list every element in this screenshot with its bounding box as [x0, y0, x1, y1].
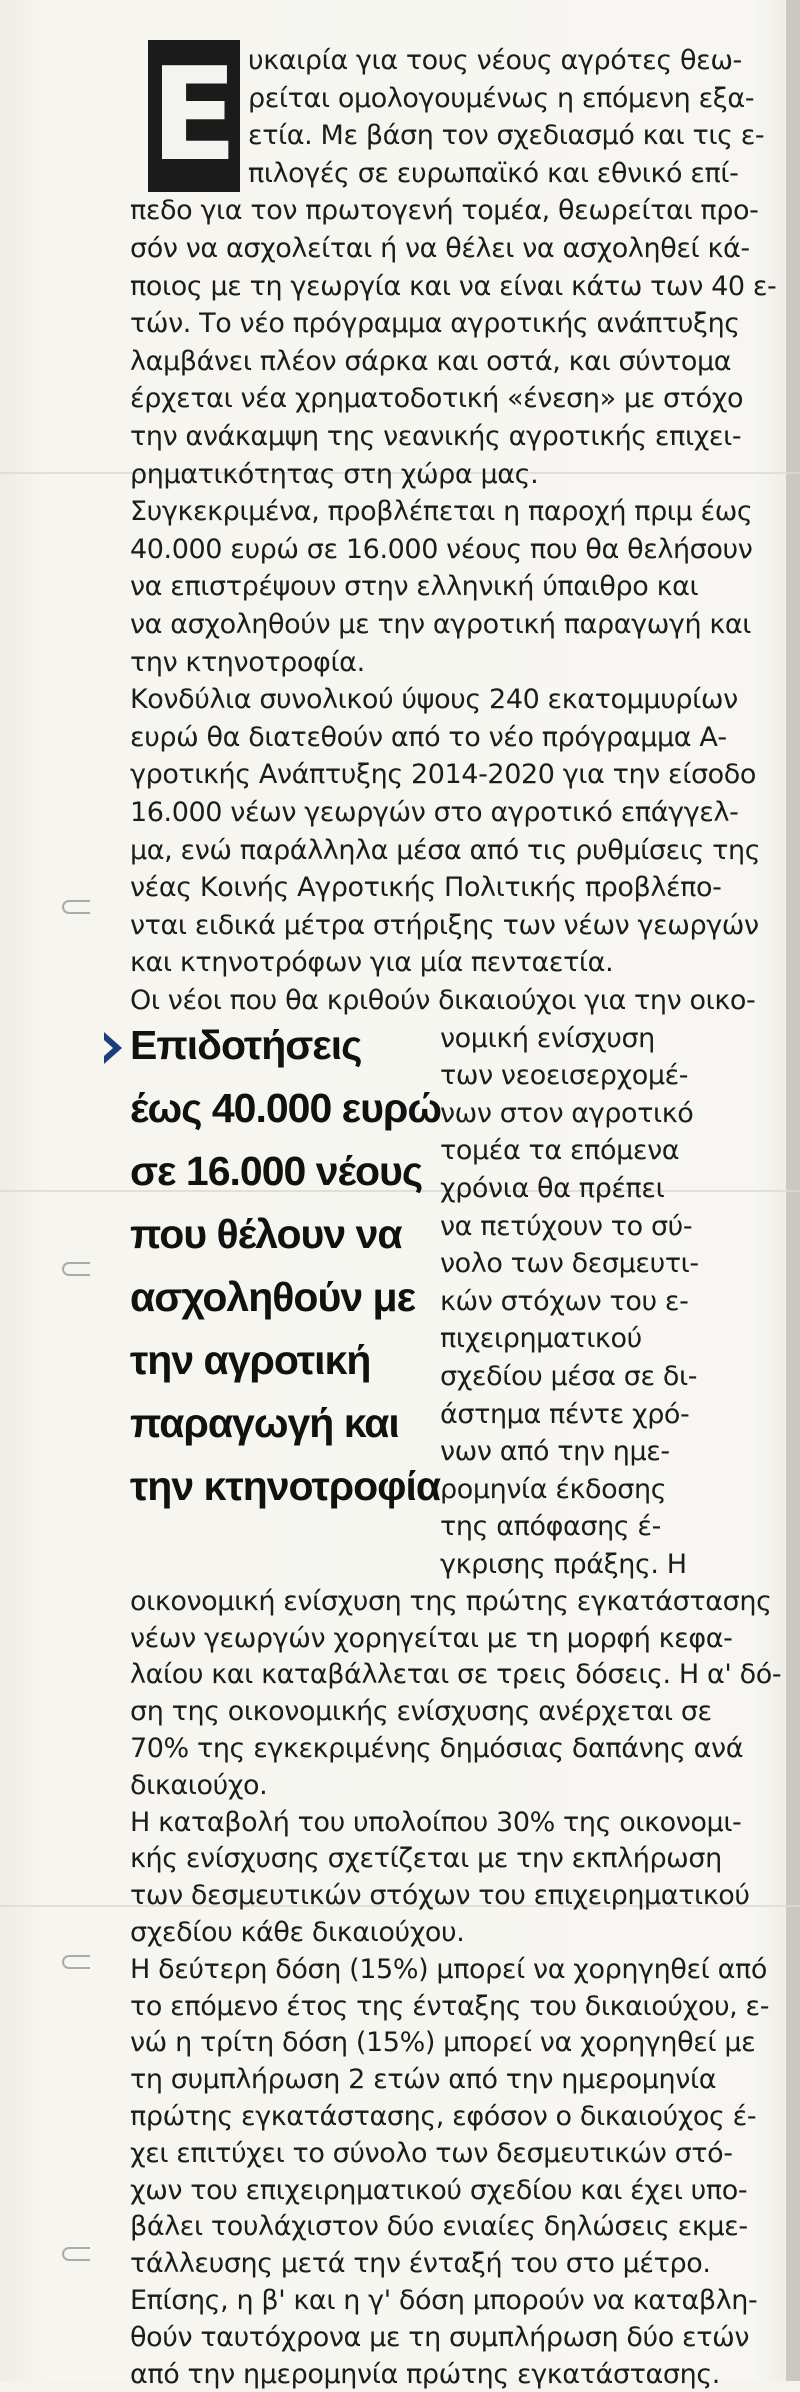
article-line: 40.000 ευρώ σε 16.000 νέους που θα θελήσουν [130, 534, 753, 565]
pull-quote-line: παραγωγή και [130, 1400, 399, 1446]
article-line: ση της οικονομικής ενίσχυσης ανέρχεται σε [130, 1696, 712, 1727]
article-line: χρόνια θα πρέπει [440, 1173, 665, 1204]
article-line: πιχειρηματικού [440, 1323, 642, 1354]
article-line: σχεδίου κάθε δικαιούχου. [130, 1917, 465, 1948]
drop-cap: Ε [148, 40, 240, 192]
pull-quote-line: ασχοληθούν με [130, 1274, 416, 1320]
article-line: να πετύχουν το σύ- [440, 1211, 693, 1242]
article-line: βάλει τουλάχιστον δύο ενιαίες δηλώσεις εκμε- [130, 2211, 748, 2242]
article-line: λαίου και καταβάλλεται σε τρεις δόσεις. Η α' δό- [130, 1659, 782, 1690]
article-line: νέας Κοινής Αγροτικής Πολιτικής προβλέπο- [130, 872, 722, 903]
article-line: πιλογές σε ευρωπαϊκό και εθνικό επί- [248, 158, 739, 189]
binder-hole-mark [62, 900, 90, 914]
pull-quote-line: έως 40.000 ευρώ [130, 1085, 441, 1131]
chevron-right-icon [102, 1030, 124, 1066]
article-line: την κτηνοτροφία. [130, 647, 365, 678]
binder-hole-mark [62, 2247, 90, 2261]
article-line: οικονομική ενίσχυση της πρώτης εγκατάστασης [130, 1586, 772, 1617]
article-line: ρομηνία έκδοσης [440, 1474, 667, 1505]
pull-quote-line: την αγροτική [130, 1337, 371, 1383]
article-line: νέων γεωργών χορηγείται με τη μορφή κεφα- [130, 1623, 733, 1654]
article-line: υκαιρία για τους νέους αγρότες θεω- [248, 45, 742, 76]
article-line: 16.000 νέων γεωργών στο αγροτικό επάγγελ- [130, 797, 739, 828]
article-line: θούν ταυτόχρονα με τη συμπλήρωση δύο ετών [130, 2322, 749, 2353]
article-line: δικαιούχο. [130, 1770, 268, 1801]
article-line: τομέα τα επόμενα [440, 1135, 680, 1166]
pull-quote-line: σε 16.000 νέους [130, 1148, 423, 1194]
article-line: άστημα πέντε χρό- [440, 1399, 690, 1430]
article-line: Η καταβολή του υπολοίπου 30% της οικονομι- [130, 1807, 742, 1838]
pull-quote-line: Επιδοτήσεις [130, 1022, 362, 1068]
article-line: νται ειδικά μέτρα στήριξης των νέων γεωργών [130, 910, 759, 941]
article-line: της απόφασης έ- [440, 1511, 661, 1542]
article-line: χων του επιχειρηματικού σχεδίου και έχει υπο- [130, 2175, 748, 2206]
article-line: Οι νέοι που θα κριθούν δικαιούχοι για την οικο- [130, 985, 756, 1016]
article-line: από την ημερομηνία πρώτης εγκατάστασης. [130, 2359, 720, 2390]
article-line: ποιος με τη γεωργία και να είναι κάτω των 40 ε- [130, 271, 777, 302]
article-line: νων στον αγροτικό [440, 1098, 694, 1129]
article-line: 70% της εγκεκριμένης δημόσιας δαπάνης ανά [130, 1733, 744, 1764]
article-line: κής ενίσχυσης σχετίζεται με την εκπλήρωση [130, 1843, 722, 1874]
article-line: ρείται ομολογουμένως η επόμενη εξα- [248, 83, 755, 114]
article-line: Επίσης, η β' και η γ' δόση μπορούν να καταβλη- [130, 2285, 758, 2316]
article-line: νομική ενίσχυση [440, 1023, 655, 1054]
article-line: σόν να ασχολείται ή να θέλει να ασχοληθεί κά- [130, 233, 750, 264]
article-line: κών στόχων του ε- [440, 1286, 689, 1317]
article-line: τών. Το νέο πρόγραμμα αγροτικής ανάπτυξης [130, 308, 740, 339]
article-line: τάλλευσης μετά την ένταξή του στο μέτρο. [130, 2248, 711, 2279]
article-line: μα, ενώ παράλληλα μέσα από τις ρυθμίσεις της [130, 835, 761, 866]
article-line: πεδο για τον πρωτογενή τομέα, θεωρείται προ- [130, 195, 759, 226]
article-line: Συγκεκριμένα, προβλέπεται η παροχή πριμ έως [130, 496, 753, 527]
article-line: γκρισης πράξης. Η [440, 1549, 687, 1580]
article-line: των δεσμευτικών στόχων του επιχειρηματικού [130, 1880, 750, 1911]
article-line: νώ η τρίτη δόση (15%) μπορεί να χορηγηθεί με [130, 2027, 756, 2058]
article-line: τη συμπλήρωση 2 ετών από την ημερομηνία [130, 2064, 717, 2095]
article-line: έρχεται νέα χρηματοδοτική «ένεση» με στόχο [130, 383, 744, 414]
article-line: το επόμενο έτος της ένταξης του δικαιούχου, ε- [130, 1991, 770, 2022]
article-line: γροτικής Ανάπτυξης 2014-2020 για την είσοδο [130, 759, 757, 790]
article-line: Η δεύτερη δόση (15%) μπορεί να χορηγηθεί από [130, 1954, 767, 1985]
article-line: να ασχοληθούν με την αγροτική παραγωγή και [130, 609, 752, 640]
bleed-through-text [585, 0, 785, 50]
article-line: να επιστρέψουν στην ελληνική ύπαιθρο και [130, 571, 699, 602]
article-line: λαμβάνει πλέον σάρκα και οστά, και σύντομα [130, 346, 732, 377]
article-line: των νεοεισερχομέ- [440, 1060, 689, 1091]
binder-hole-mark [62, 1262, 90, 1276]
article-line: Κονδύλια συνολικού ύψους 240 εκατομμυρίων [130, 684, 738, 715]
article-line: ρηματικότητας στη χώρα μας. [130, 459, 539, 490]
article-line: ευρώ θα διατεθούν από το νέο πρόγραμμα Α- [130, 722, 727, 753]
article-line: πρώτης εγκατάστασης, εφόσον ο δικαιούχος έ- [130, 2101, 757, 2132]
article-line: ετία. Με βάση τον σχεδιασμό και τις ε- [248, 120, 765, 151]
article-line: χει επιτύχει το σύνολο των δεσμευτικών στό- [130, 2138, 733, 2169]
article-line: και κτηνοτρόφων για μία πενταετία. [130, 947, 614, 978]
binder-hole-mark [62, 1955, 90, 1969]
article-line: την ανάκαμψη της νεανικής αγροτικής επιχει- [130, 421, 742, 452]
pull-quote-line: την κτηνοτροφία [130, 1463, 441, 1509]
article-line: νολο των δεσμευτι- [440, 1248, 699, 1279]
article-line: σχεδίου μέσα σε δι- [440, 1361, 698, 1392]
article-line: νων από την ημε- [440, 1436, 670, 1467]
pull-quote-line: που θέλουν να [130, 1211, 402, 1257]
